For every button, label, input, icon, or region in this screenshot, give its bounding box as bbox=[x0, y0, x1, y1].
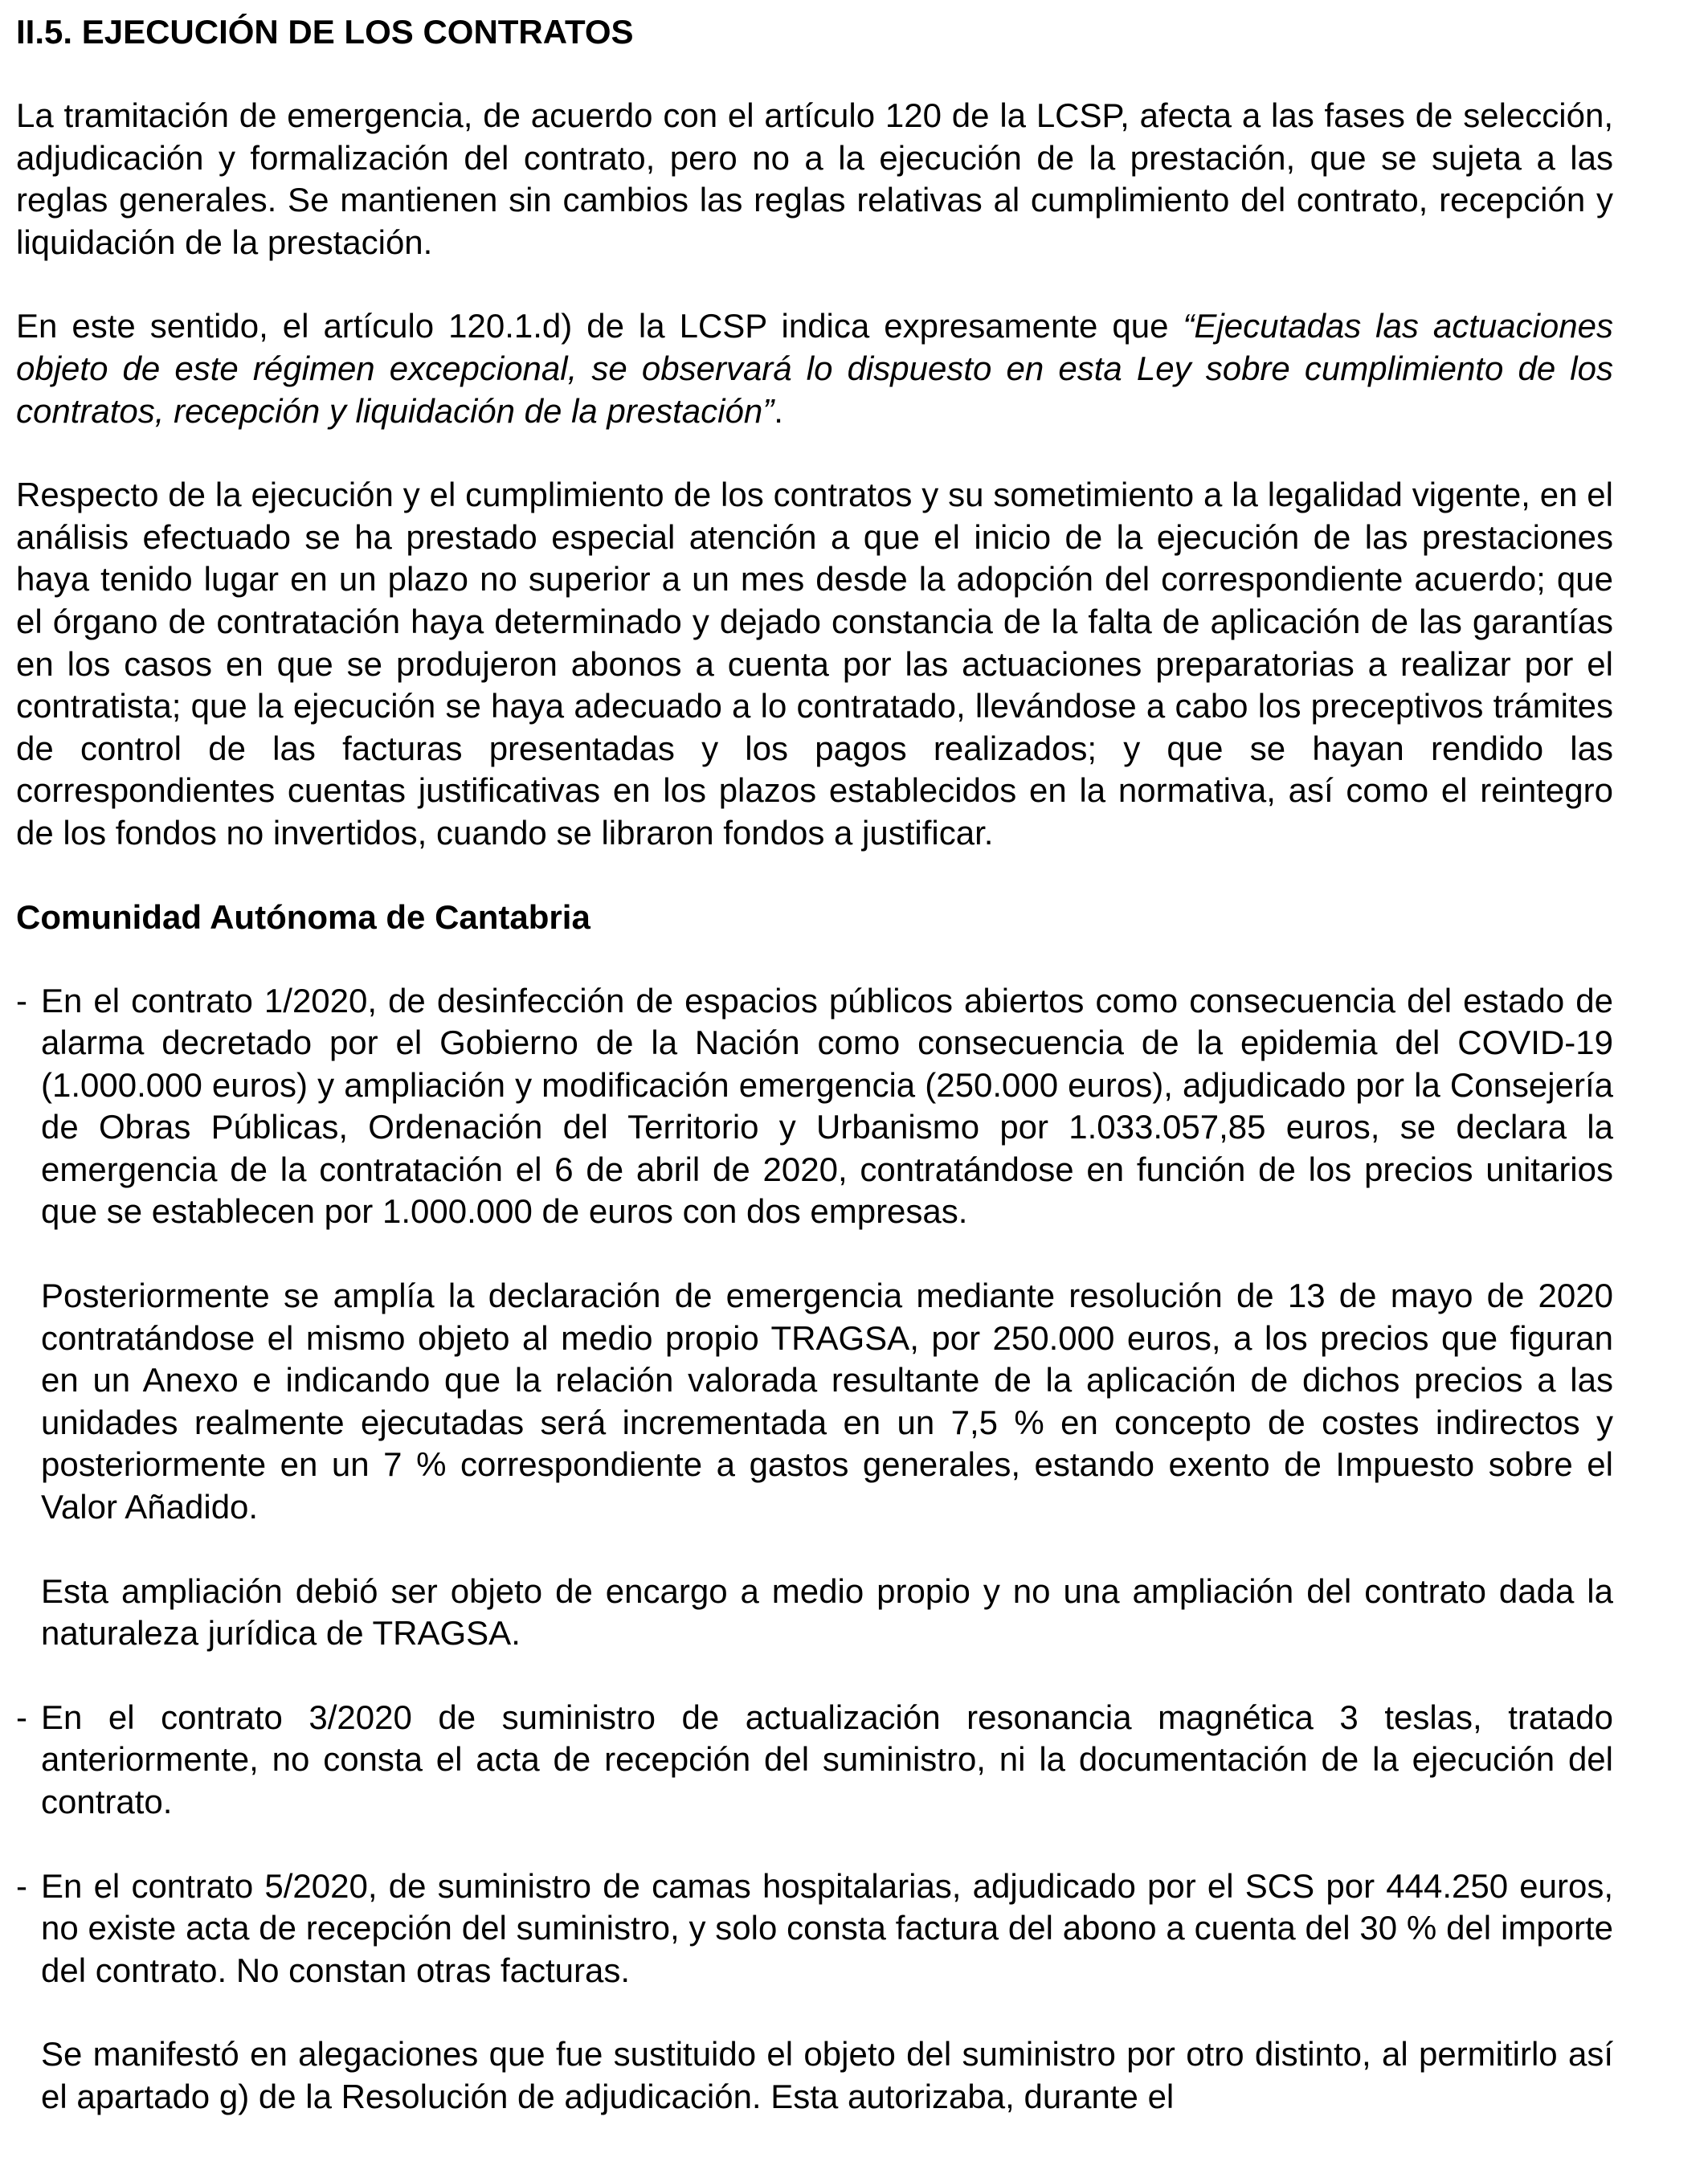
quote-intro: En este sentido, el artículo 120.1.d) de la LCSP indica expresamente que bbox=[16, 307, 1183, 345]
list-dash: - bbox=[16, 981, 27, 1019]
list-item bbox=[16, 1865, 1613, 1992]
list-dash: - bbox=[16, 1866, 27, 1905]
list-dash: - bbox=[16, 1698, 27, 1736]
list-item-text: En el contrato 3/2020 de suministro de actualización resonancia magnética 3 teslas, tratado anteriormente, no consta el acta de recepción del suministro, ni la documentación de la ejecución del contrato. bbox=[41, 1698, 1613, 1820]
list-item-text: En el contrato 1/2020, de desinfección de espacios públicos abiertos como consecuencia del estado de alarma decretado por el Gobierno de la Nación como consecuencia de la epidemia del COVID-19 (1.000.000 euros) y ampliación y modificación emergencia (250.000 euros), adjudicado por la Consejería de Obras Públicas, Ordenación del Territorio y Urbanismo por 1.033.057,85 euros, se declara la emergencia de la contratación el 6 de abril de 2020, contratándose en función de los precios unitarios que se establecen por 1.000.000 de euros con dos empresas. bbox=[41, 981, 1613, 1231]
section-title: II.5. EJECUCIÓN DE LOS CONTRATOS bbox=[16, 13, 634, 51]
list-item bbox=[16, 980, 1613, 1234]
paragraph-emergency-processing: La tramitación de emergencia, de acuerdo con el artículo 120 de la LCSP, afecta a las fases de selección, adjudicación y formalización del contrato, pero no a la ejecución de la prestación, que se sujeta a las reglas generales. Se mantienen sin cambios las reglas relativas al cumplimiento del contrato, recepción y liquidación de la prestación. bbox=[16, 96, 1613, 261]
list-item-followup: Posteriormente se amplía la declaración de emergencia mediante resolución de 13 de mayo de 2020 contratándose el mismo objeto al medio propio TRAGSA, por 250.000 euros, a los precios que figuran en un Anexo e indicando que la relación valorada resultante de la aplicación de dichos precios a las unidades realmente ejecutadas será incrementada en un 7,5 % en concepto de costes indirectos y posteriormente en un 7 % correspondiente a gastos generales, estando exento de Impuesto sobre el Valor Añadido. bbox=[41, 1277, 1613, 1526]
paragraph-article-quote bbox=[16, 305, 1613, 432]
paragraph-execution-analysis: Respecto de la ejecución y el cumplimiento de los contratos y su sometimiento a la legalidad vigente, en el análisis efectuado se ha prestado especial atención a que el inicio de la ejecución de las prestaciones haya tenido lugar en un plazo no superior a un mes desde la adopción del correspondiente acuerdo; que el órgano de contratación haya determinado y dejado constancia de la falta de aplicación de las garantías en los casos en que se produjeron abonos a cuenta por las actuaciones preparatorias a realizar por el contratista; que la ejecución se haya adecuado a lo contratado, llevándose a cabo los preceptivos trámites de control de las facturas presentadas y los pagos realizados; y que se hayan rendido las correspondientes cuentas justificativas en los plazos establecidos en la normativa, así como el reintegro de los fondos no invertidos, cuando se libraron fondos a justificar. bbox=[16, 476, 1613, 852]
region-subheading: Comunidad Autónoma de Cantabria bbox=[16, 897, 590, 936]
document-page bbox=[16, 11, 1613, 2160]
list-item-followup: Se manifestó en alegaciones que fue sustituido el objeto del suministro por otro distinto, al permitirlo así el apartado g) de la Resolución de adjudicación. Esta autorizaba, durante el bbox=[41, 2035, 1613, 2115]
list-item-followup: Esta ampliación debió ser objeto de encargo a medio propio y no una ampliación del contrato dada la naturaleza jurídica de TRAGSA. bbox=[41, 1571, 1613, 1653]
quote-end: . bbox=[774, 391, 783, 430]
list-item-text: En el contrato 5/2020, de suministro de camas hospitalarias, adjudicado por el SCS por 444.250 euros, no existe acta de recepción del suministro, y solo consta factura del abono a cuenta del 30 % del importe del contrato. No constan otras facturas. bbox=[41, 1866, 1613, 1989]
legal-quote: “Ejecutadas las actuaciones objeto de este régimen excepcional, se observará lo dispuesto en esta Ley sobre cumplimiento de los contratos, recepción y liquidación de la prestación” bbox=[16, 307, 1613, 430]
list-item bbox=[16, 1697, 1613, 1824]
